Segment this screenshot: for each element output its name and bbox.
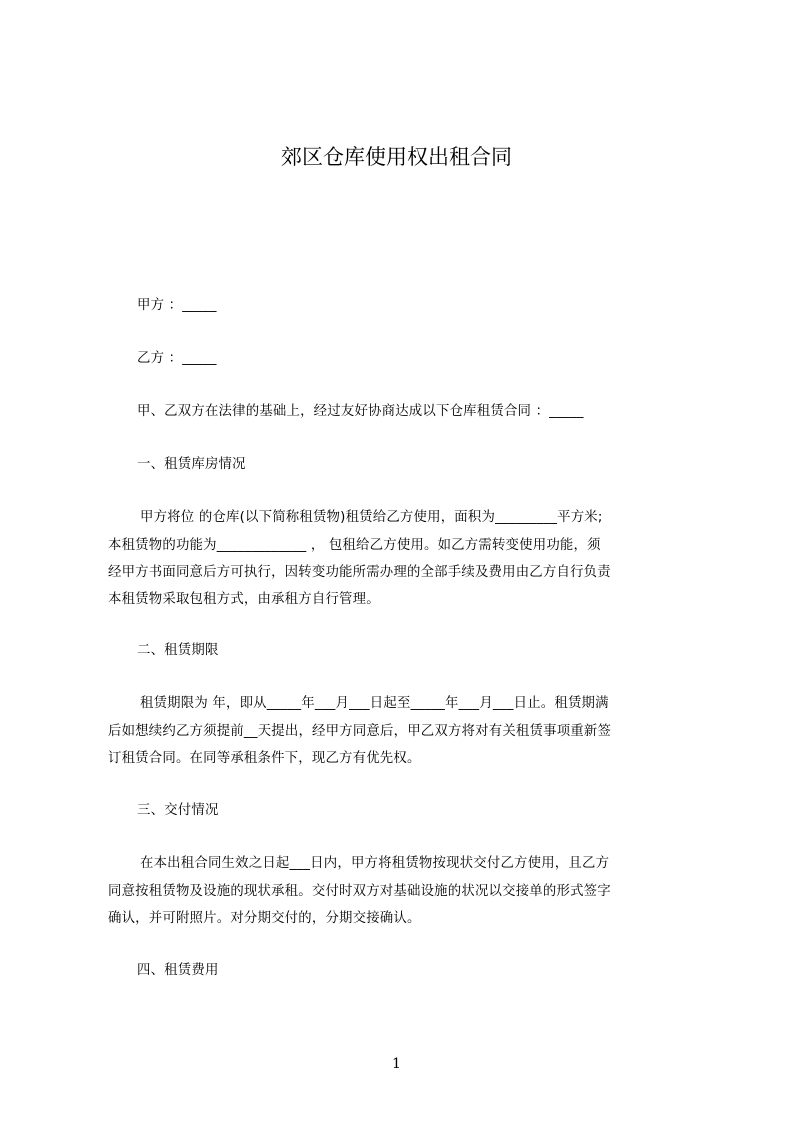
section-2-line: 后如想续约乙方须提前__天提出，经甲方同意后，甲乙双方将对有关租赁事项重新签 xyxy=(108,724,612,739)
intro-paragraph: 甲、乙双方在法律的基础上，经过友好协商达成以下仓库租赁合同 ：_____ xyxy=(137,404,584,419)
section-1-heading: 一、租赁库房情况 xyxy=(137,457,246,472)
section-2-heading: 二、租赁期限 xyxy=(137,643,219,658)
section-3-line: 在本出租合同生效之日起___日内，甲方将租赁物按现状交付乙方使用，且乙方 xyxy=(140,856,610,871)
party-b-line: 乙方 ：_____ xyxy=(137,351,217,366)
page-number: 1 xyxy=(392,1056,401,1072)
section-3-line: 确认，并可附照片。对分期交付的，分期交接确认。 xyxy=(108,911,421,926)
section-2-line: 租赁期限为 年，即从_____年___月___日起至_____年___月___日止。租赁期满 xyxy=(140,696,609,711)
section-3-line: 同意按租赁物及设施的现状承租。交付时双方对基础设施的状况以交接单的形式签字 xyxy=(108,884,611,899)
section-1-line: 经甲方书面同意后方可执行，因转变功能所需办理的全部手续及费用由乙方自行负责 xyxy=(108,565,611,580)
section-1-line: 本租赁物采取包租方式，由承租方自行管理。 xyxy=(108,592,380,607)
section-1-line: 甲方将位 的仓库(以下简称租赁物)租赁给乙方使用，面积为_________平方米; xyxy=(140,510,603,525)
party-a-line: 甲方 ：_____ xyxy=(137,298,217,313)
document-title: 郊区仓库使用权出租合同 xyxy=(281,145,512,169)
section-4-heading: 四、租赁费用 xyxy=(137,963,219,978)
section-3-heading: 三、交付情况 xyxy=(137,803,219,818)
section-2-line: 订租赁合同。在同等承租条件下，现乙方有优先权。 xyxy=(108,751,421,766)
section-1-line: 本租赁物的功能为_____________ ， 包租给乙方使用。如乙方需转变使用功能，须 xyxy=(108,538,601,553)
